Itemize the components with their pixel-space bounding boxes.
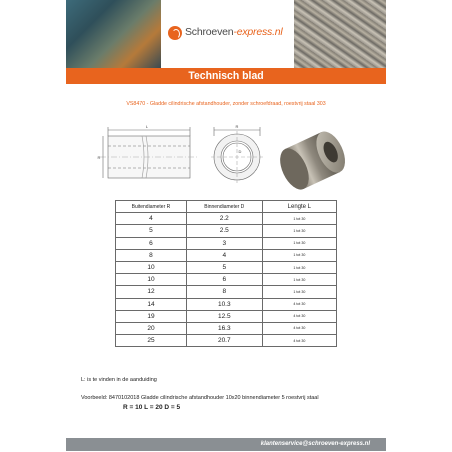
cell-length: 1 tot 30 bbox=[262, 286, 336, 298]
cell-inner: 12.5 bbox=[186, 310, 262, 322]
cell-length: 4 tot 30 bbox=[262, 335, 336, 347]
cell-inner: 6 bbox=[186, 274, 262, 286]
inner-diameter-label: D bbox=[238, 149, 242, 154]
cell-outer: 8 bbox=[116, 249, 187, 261]
length-note: L: is te vinden in de aanduiding bbox=[81, 377, 157, 383]
length-label: L bbox=[145, 124, 149, 129]
table-row bbox=[116, 335, 337, 347]
cell-inner: 4 bbox=[186, 249, 262, 261]
cell-inner: 20.7 bbox=[186, 335, 262, 347]
spacer-photo bbox=[274, 127, 351, 192]
logo-accent-text: -express.nl bbox=[233, 26, 283, 38]
dimensions-table bbox=[115, 200, 337, 347]
table-row bbox=[116, 237, 337, 249]
example-text: Voorbeeld: 8470102018 Gladde cilindrische afstandhouder 10x20 binnendiameter 5 roestvrij staal bbox=[81, 395, 319, 401]
screws-photo bbox=[294, 0, 386, 68]
cell-length: 1 tot 30 bbox=[262, 225, 336, 237]
table-row bbox=[116, 249, 337, 261]
table-row bbox=[116, 225, 337, 237]
table-row bbox=[116, 286, 337, 298]
cell-length: 4 tot 30 bbox=[262, 322, 336, 334]
product-subtitle: VS8470 - Gladde cilindrische afstandhouder, zonder schroefdraad, roestvrij staal 303 bbox=[126, 101, 326, 107]
cell-outer: 19 bbox=[116, 310, 187, 322]
table-row bbox=[116, 261, 337, 273]
table-row bbox=[116, 213, 337, 225]
cell-inner: 5 bbox=[186, 261, 262, 273]
cell-length: 4 tot 30 bbox=[262, 310, 336, 322]
table-row bbox=[116, 298, 337, 310]
footer-bar bbox=[66, 438, 386, 451]
cell-length: 1 tot 30 bbox=[262, 213, 336, 225]
cell-outer: 6 bbox=[116, 237, 187, 249]
cell-length: 1 tot 30 bbox=[262, 237, 336, 249]
cell-length: 1 tot 30 bbox=[262, 249, 336, 261]
logo[interactable] bbox=[161, 0, 294, 68]
table-row bbox=[116, 322, 337, 334]
end-view-drawing bbox=[211, 127, 263, 183]
table-row bbox=[116, 274, 337, 286]
cell-length: 1 tot 30 bbox=[262, 261, 336, 273]
cell-outer: 25 bbox=[116, 335, 187, 347]
side-view-drawing bbox=[97, 127, 198, 178]
header-length: Lengte L bbox=[262, 201, 336, 213]
logo-icon bbox=[168, 26, 182, 40]
cell-inner: 16.3 bbox=[186, 322, 262, 334]
tools-photo bbox=[66, 0, 161, 68]
cell-outer: 5 bbox=[116, 225, 187, 237]
title-bar bbox=[66, 68, 386, 84]
cell-outer: 10 bbox=[116, 274, 187, 286]
cell-inner: 3 bbox=[186, 237, 262, 249]
cell-outer: 4 bbox=[116, 213, 187, 225]
header-banner bbox=[66, 0, 386, 68]
cell-length: 1 tot 30 bbox=[262, 274, 336, 286]
table-row bbox=[116, 310, 337, 322]
side-diameter-label: R bbox=[97, 155, 101, 160]
technical-sheet bbox=[66, 0, 386, 452]
header-inner-diameter: Binnendiameter D bbox=[186, 201, 262, 213]
cell-outer: 14 bbox=[116, 298, 187, 310]
outer-diameter-label: R bbox=[235, 124, 239, 129]
logo-main-text: Schroeven bbox=[185, 26, 234, 38]
cell-outer: 10 bbox=[116, 261, 187, 273]
cell-inner: 2.5 bbox=[186, 225, 262, 237]
cell-inner: 2.2 bbox=[186, 213, 262, 225]
cell-length: 4 tot 30 bbox=[262, 298, 336, 310]
header-outer-diameter: Buitendiameter R bbox=[116, 201, 187, 213]
cell-inner: 8 bbox=[186, 286, 262, 298]
cell-inner: 10.3 bbox=[186, 298, 262, 310]
footer-email-link[interactable]: klantenservice@schroeven-express.nl bbox=[260, 441, 370, 447]
cell-outer: 12 bbox=[116, 286, 187, 298]
table-header-row bbox=[116, 201, 337, 213]
cell-outer: 20 bbox=[116, 322, 187, 334]
technical-drawings bbox=[90, 122, 370, 192]
page-title: Technisch blad bbox=[188, 70, 264, 82]
example-values: R = 10 L = 20 D = 5 bbox=[123, 404, 181, 411]
